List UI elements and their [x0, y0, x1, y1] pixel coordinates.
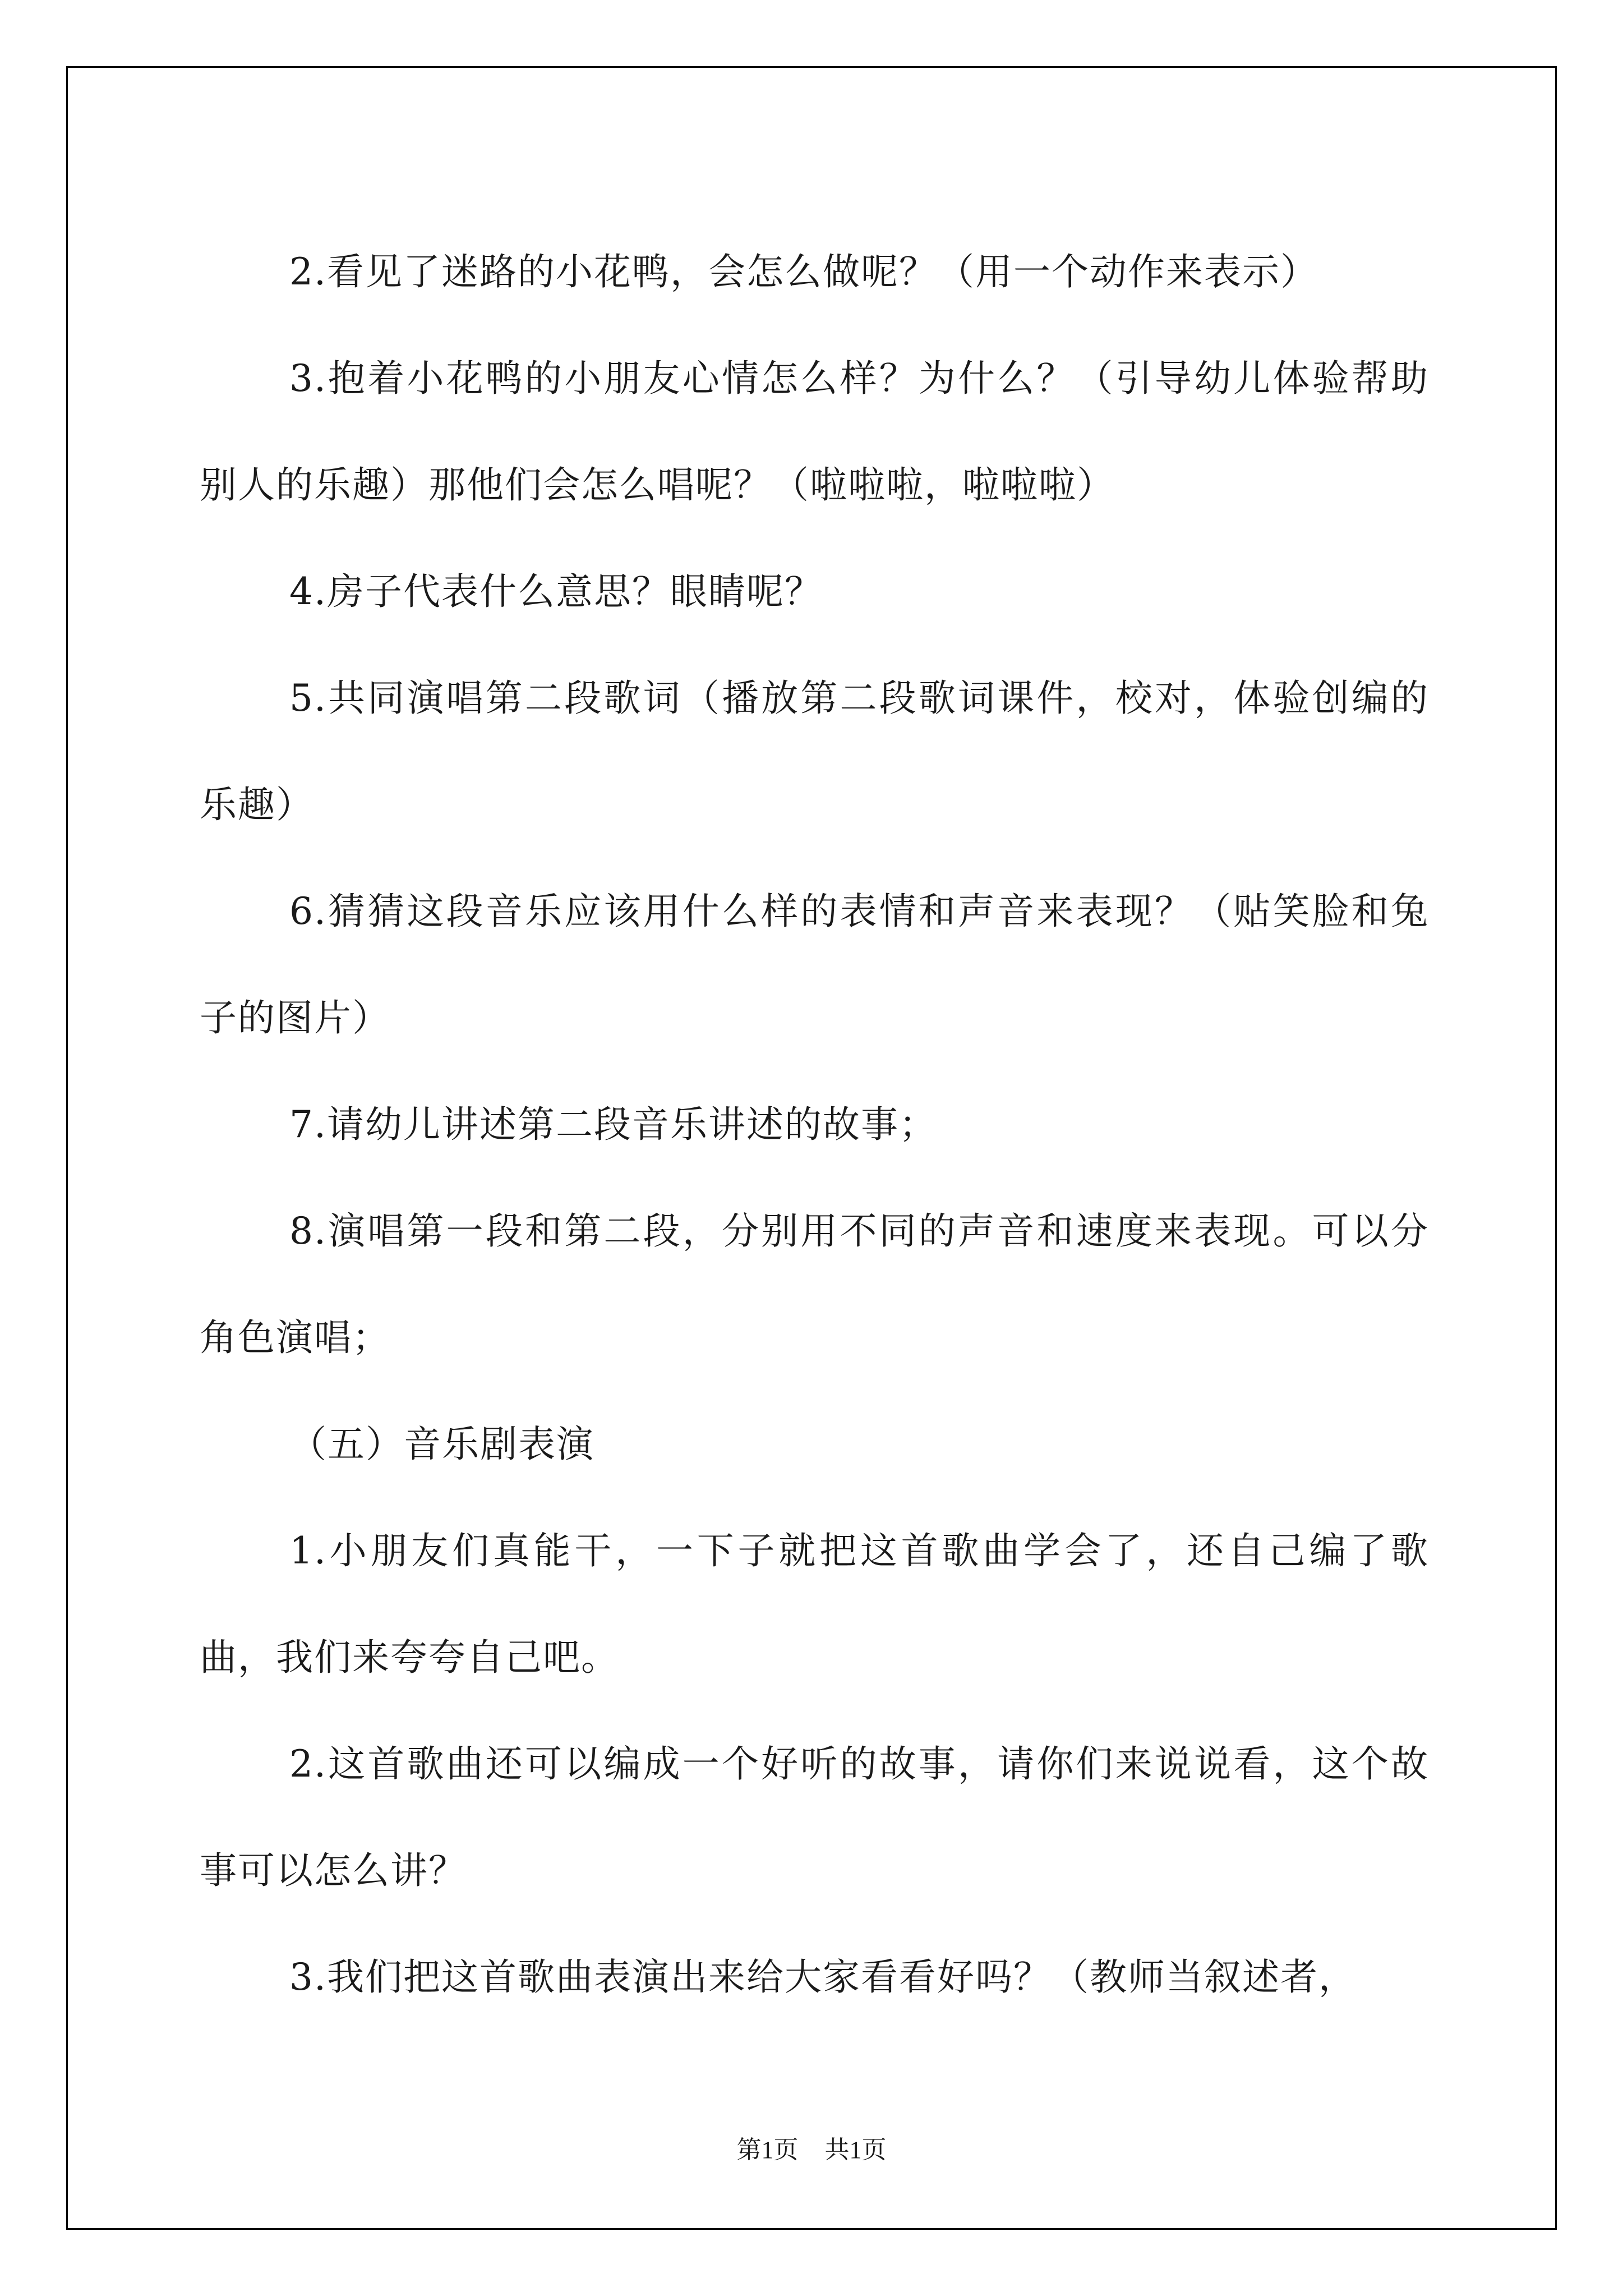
paragraph: 8.演唱第一段和第二段，分别用不同的声音和速度来表现。可以分角色演唱； — [200, 1209, 1429, 1359]
section-heading: （五）音乐剧表演 — [289, 1423, 594, 1466]
paragraph: 5.共同演唱第二段歌词（播放第二段歌词课件，校对，体验创编的乐趣） — [200, 677, 1429, 826]
page-number: 第1页 — [736, 2136, 799, 2164]
paragraph: 4.房子代表什么意思？眼睛呢？ — [289, 570, 823, 613]
paragraph: 2.看见了迷路的小花鸭，会怎么做呢？（用一个动作来表示） — [289, 250, 1318, 293]
page-total: 共1页 — [824, 2136, 887, 2164]
paragraph: 6.猜猜这段音乐应该用什么样的表情和声音来表现？（贴笑脸和兔子的图片） — [200, 890, 1429, 1039]
paragraph: 2.这首歌曲还可以编成一个好听的故事，请你们来说说看，这个故事可以怎么讲？ — [200, 1742, 1429, 1892]
page-footer — [0, 2129, 1623, 2165]
paragraph: 1.小朋友们真能干，一下子就把这首歌曲学会了，还自己编了歌曲，我们来夸夸自己吧。 — [200, 1529, 1429, 1679]
document-body — [200, 219, 1429, 2031]
paragraph: 3.抱着小花鸭的小朋友心情怎么样？为什么？（引导幼儿体验帮助别人的乐趣）那他们会怎么唱呢？（啦啦啦，啦啦啦） — [200, 357, 1429, 507]
paragraph: 3.我们把这首歌曲表演出来给大家看看好吗？（教师当叙述者， — [289, 1955, 1357, 1999]
paragraph: 7.请幼儿讲述第二段音乐讲述的故事； — [289, 1103, 937, 1146]
